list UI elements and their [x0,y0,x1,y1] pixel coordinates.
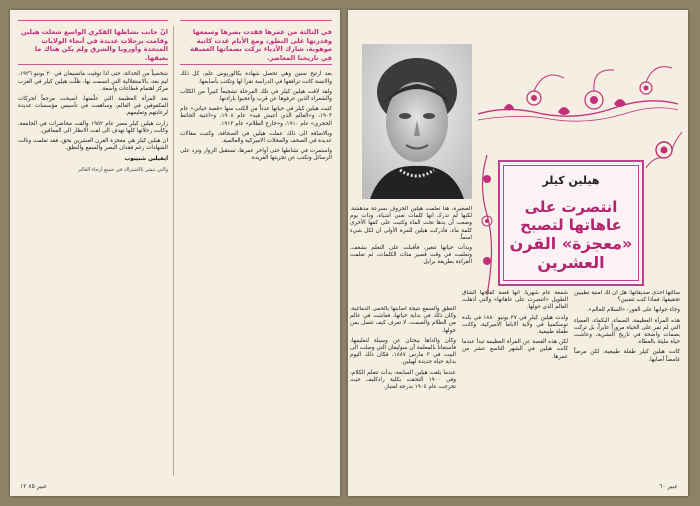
paragraph: كانت هيلين كيلر طفلة طبيعية، لكن مرضاً غامضاً أصابها. [574,349,680,363]
paragraph: لكن هذه القصة عن المرأة العظيمة تبدأ عندما كانت هيلين في الشهر التاسع عشر من عمرها. [462,339,568,360]
paragraph: وبدأت حياتها تتغير، فأقبلت على التعلم بشغف، وتعلمت في وقت قصير مئات الكلمات، ثم تعلمت القراءة بطريقة برايل. [350,245,472,266]
portrait-photo [362,44,472,199]
article-column-left [350,306,456,482]
pull-quote: انّ جانب نشاطها الفكري الواسع شغلت هيلين وقامت برحلات عديدة في أنحاء الولايات المتحدة وأوروبا والشرق ولم يكن هناك ما يعيقها. [18,26,168,65]
divider [18,20,168,21]
article-column-middle [462,290,568,482]
pull-quote: في الثالثة من عمرها فقدت بصرها وسمعها وقدرتها على النطق، ومع الأيام غدت كاتبة موهوبة، شارك الأدباء تركت بصماتها العميقة في تاريخنا المعاصر. [180,26,332,65]
paragraph: واستمرت في نشاطها حتى أواخر عمرها، تستقبل الزوار وترد على الرسائل وتكتب عن تجربتها الفريدة. [180,148,332,162]
portrait-image [362,44,472,199]
headline-line-1: انتصرت على عاهاتها لتصبح [520,198,622,234]
paragraph: الصغيرة، هنا تعلمت هيلين الحروف بسرعة مدهشة، لكنها لم تدرك انها كلمات تعني أشياء، وذات يوم وضعت آن يدها تحت الماء وكتبت على كفها الأخرى كلمة ماء، فأدركت هيلين للمرة الأولى ان لكل شيء اسماً. [350,206,472,241]
paragraph: زارت هيلين كيلر مصر عام ١٩٥٢ والقت محاضرات في الجامعة، وكانت رحلاتها كلها تهدف الى لفت الانظار الى المعاقين. [18,120,168,134]
paragraph: وبالاضافة الى ذلك عملت هيلين في الصحافة، وكتبت مقالات عديدة في الصحف والمجلات الاميركية والعالمية. [180,130,332,144]
paragraph: هذه المرأة العظيمة، الصماء، البكماء، العمياء التي لم تمر على الحياة مروراً عابراً، بل تركت بصمات واضحة في تاريخ البشرية، وعاشت حياة مليئة بالعطاء. [574,317,680,346]
column-divider [173,26,174,476]
paragraph: بعد ارتيح سنين وهي تحصل شهادة بكالوريوس علم، كل ذلك والانسة كانت ترافقها في الدراسة تقرأ لها وتكتب بأصابعها. [180,71,332,85]
right-page [348,10,688,496]
flower-ornament [644,130,684,170]
paragraph: ولدت هيلين كيلر في ٢٧ يونيو ١٨٨٠ في بلدة توسكمبيا في ولاية ألاباما الاميركية، وكانت طفلة طبيعية. [462,314,568,336]
vine-ornament [476,155,498,295]
paragraph: شخصياً من الحداثة، حتى اذا توفيت ماتسيفان في ٢٠ يونيو ١٩٣٦، ليم بعد، بالاستقلالية التي اتسمت بها، ظلّت هيلين كيلر في الغرب مركز اهتمام قطاعات واسعة. [18,71,168,92]
paragraph: سألتها احدى صديقاتها: هل أن لك امنية تطيبين تحقيقها، فماذا كنت تتمنين؟ [574,290,680,304]
paragraph: عندما بلغت هيلين السابعة، بدأت تتعلم الكلام، وفي ١٩٠٠ التحقت بكلية رادكليف حيث تخرجت عام ١٩٠٤ بدرجة امتياز. [350,369,456,391]
paragraph: النطق والسمع نتيجة اصابتها بالحمى الدماغية، وكان ذلك في بداية حياتها، فعاشت في عالم من الظلام والصمت، لا تعرف كيف تتصل بمن حولها. [350,306,456,334]
article-column-top [350,206,472,300]
left-page [10,10,340,496]
paragraph: كتبت هيلين كيلر في حياتها عدداً من الكتب منها «قصة حياتي» عام ١٩٠٣، و«العالم الذي أعيش فيه» عام ١٩٠٨، و«اغنية الحائط الحجري» عام ١٩١٠، و«خارج الظلام» عام ١٩١٣. [180,106,332,127]
left-column [18,26,168,482]
headline-line-2: «معجزة» القرن العشرين [509,234,633,272]
source-note: والتي تنشر بالاشتراك في جميع أرجاء العالم [78,166,168,173]
page-number: عبير ٦٠ [659,483,678,490]
person-name: هيلين كيلر [542,174,600,187]
divider [180,20,332,21]
paragraph: وكان والداها يبحثان عن وسيلة لتعليمها، فاستعانا بالمعلمة آن سوليفان التي وصلت الى البيت في ٣ مارس ١٨٨٧، فكان ذلك اليوم بداية حياة جديدة لهيلين. [350,337,456,366]
floral-ornament [474,38,682,128]
article-column-right [574,290,680,482]
paragraph: ان هيلين كيلر هي معجزة القرن العشرين بحق، فقد تعلمت ونالت الشهادات رغم فقدان البصر والسمع والنطق. [18,138,168,152]
paragraph: بعد المرأة العظيمة التي علّمتها، اصبحت مرجعاً لحركات المكفوفين في العالم، وساهمت في تأسيس مؤسسات عديدة لرعايتهم وتعليمهم. [18,95,168,117]
paragraph: ولقد لاقت هيلين كيلر في تلك المرحلة تشجيعاً كبيراً من الكتّاب والشعراء الذين عرفوها عن قرب وأعجبوا بارادتها. [180,88,332,102]
page-number: عبير ٨٥ ١٢ [20,483,48,490]
author-signature: ايفيلين شبيبوب [124,156,168,163]
paragraph: شمعة عام شهرياً. انها قصة كفاحها الشاق الطويل «انتصرت على عاهاتها» والتي أذهلت العالم الذي حولها. [462,290,568,311]
right-column [180,26,332,482]
paragraph: وجاء جوابها على الفور: «السلام للعالم». [586,307,680,314]
article-title-box [498,160,644,286]
